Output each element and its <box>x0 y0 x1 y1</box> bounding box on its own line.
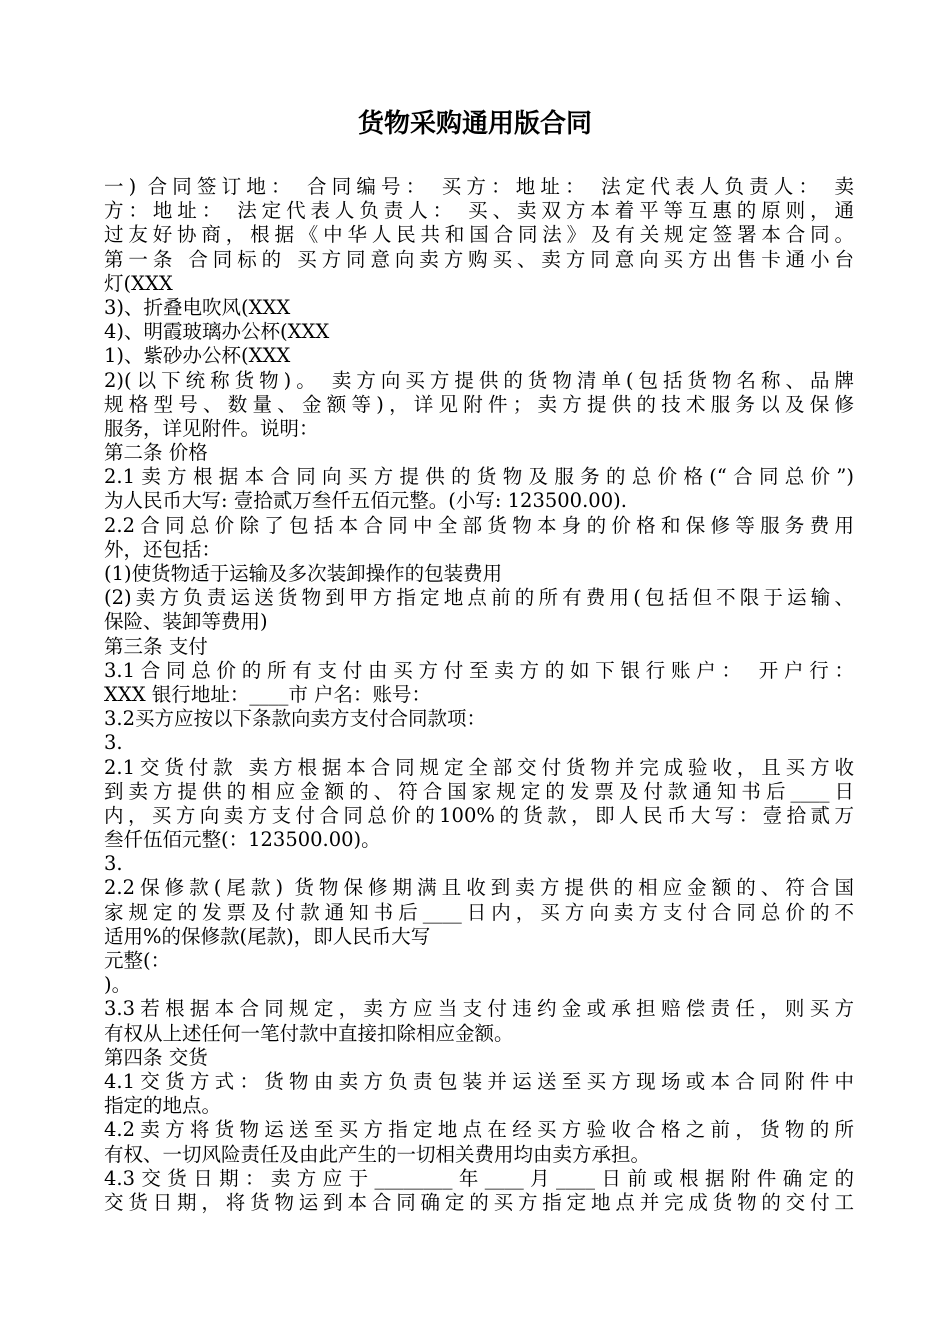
page-title: 货物采购通用版合同 <box>357 109 592 139</box>
body-line: 过友好协商，根据《中华人民共和国合同法》及有关规定签署本合同。 <box>104 223 854 247</box>
body-line: 3. <box>104 852 123 876</box>
body-line: 2.1卖方根据本合同向买方提供的货物及服务的总价格(“合同总价”) <box>104 465 854 489</box>
body-line: )。 <box>104 973 132 997</box>
body-line: 2.2合同总价除了包括本合同中全部货物本身的价格和保修等服务费用 <box>104 513 854 537</box>
body-line: 4.3交货日期：卖方应于________年____月____日前或根据附件确定的 <box>104 1166 854 1190</box>
body-line: 1)、紫砂办公杯(XXX <box>104 344 291 368</box>
body-line: 指定的地点。 <box>104 1094 222 1118</box>
body-line: 4)、明霞玻璃办公杯(XXX <box>104 320 330 344</box>
body-line: 3.1合同总价的所有支付由买方付至卖方的如下银行账户： 开户行： <box>104 658 854 682</box>
body-line: 3.2买方应按以下条款向卖方支付合同款项： <box>104 707 487 731</box>
body-line: XXX 银行地址：____市 户名：账号： <box>104 682 432 706</box>
body-line: 3)、折叠电吹风(XXX <box>104 295 291 319</box>
body-line: 适用%的保修款(尾款)，即人民币大写 <box>104 924 431 948</box>
body-line: 第二条 价格 <box>104 441 208 465</box>
body-line: 灯(XXX <box>104 271 173 295</box>
body-line: 为人民币大写: 壹拾贰万叁仟五佰元整。(小写: 123500.00). <box>104 489 627 513</box>
body-line: 4.2卖方将货物运送至买方指定地点在经买方验收合格之前，货物的所 <box>104 1118 854 1142</box>
body-line: (2)卖方负责运送货物到甲方指定地点前的所有费用(包括但不限于运输、 <box>104 586 854 610</box>
body-line: 第三条 支付 <box>104 634 208 658</box>
body-line: 叁仟伍佰元整(：123500.00)。 <box>104 828 381 852</box>
body-line: 规格型号、数量、金额等)，详见附件；卖方提供的技术服务以及保修 <box>104 392 854 416</box>
body-line: 有权、一切风险责任及由此产生的一切相关费用均由卖方承担。 <box>104 1142 651 1166</box>
body-line: 第四条 交货 <box>104 1045 208 1069</box>
body-line: (1)使货物适于运输及多次装卸操作的包装费用 <box>104 562 503 585</box>
contract-body <box>104 175 854 1215</box>
body-line: 家规定的发票及付款通知书后____日内，买方向卖方支付合同总价的不 <box>104 900 854 924</box>
body-line: 内，买方向卖方支付合同总价的100%的货款，即人民币大写：壹拾贰万 <box>104 803 854 827</box>
body-line: 3.3若根据本合同规定，卖方应当支付违约金或承担赔偿责任，则买方 <box>104 997 854 1021</box>
body-line: 到卖方提供的相应金额的、符合国家规定的发票及付款通知书后____日 <box>104 779 854 803</box>
body-line: 4.1交货方式：货物由卖方负责包装并运送至买方现场或本合同附件中 <box>104 1069 854 1093</box>
body-line: 一) 合同签订地： 合同编号： 买方：地址： 法定代表人负责人： 卖 <box>104 175 854 198</box>
body-line: 方：地址： 法定代表人负责人： 买、卖双方本着平等互惠的原则，通 <box>104 199 854 223</box>
body-line: 2.1交货付款 卖方根据本合同规定全部交付货物并完成验收，且买方收 <box>104 755 854 779</box>
body-line: 保险、装卸等费用) <box>104 610 268 634</box>
body-line: 交货日期，将货物运到本合同确定的买方指定地点并完成货物的交付工 <box>104 1190 854 1214</box>
body-line: 外，还包括： <box>104 537 222 561</box>
body-line: 3. <box>104 731 123 755</box>
body-line: 2.2保修款(尾款) 货物保修期满且收到卖方提供的相应金额的、符合国 <box>104 876 854 900</box>
body-line: 元整(： <box>104 949 171 972</box>
body-line: 有权从上述任何一笔付款中直接扣除相应金额。 <box>104 1021 514 1045</box>
body-line: 2)(以下统称货物)。 卖方向买方提供的货物清单(包括货物名称、品牌 <box>104 368 854 392</box>
body-line: 第一条 合同标的 买方同意向卖方购买、卖方同意向买方出售卡通小台 <box>104 247 854 271</box>
body-line: 服务，详见附件。说明： <box>104 416 319 440</box>
